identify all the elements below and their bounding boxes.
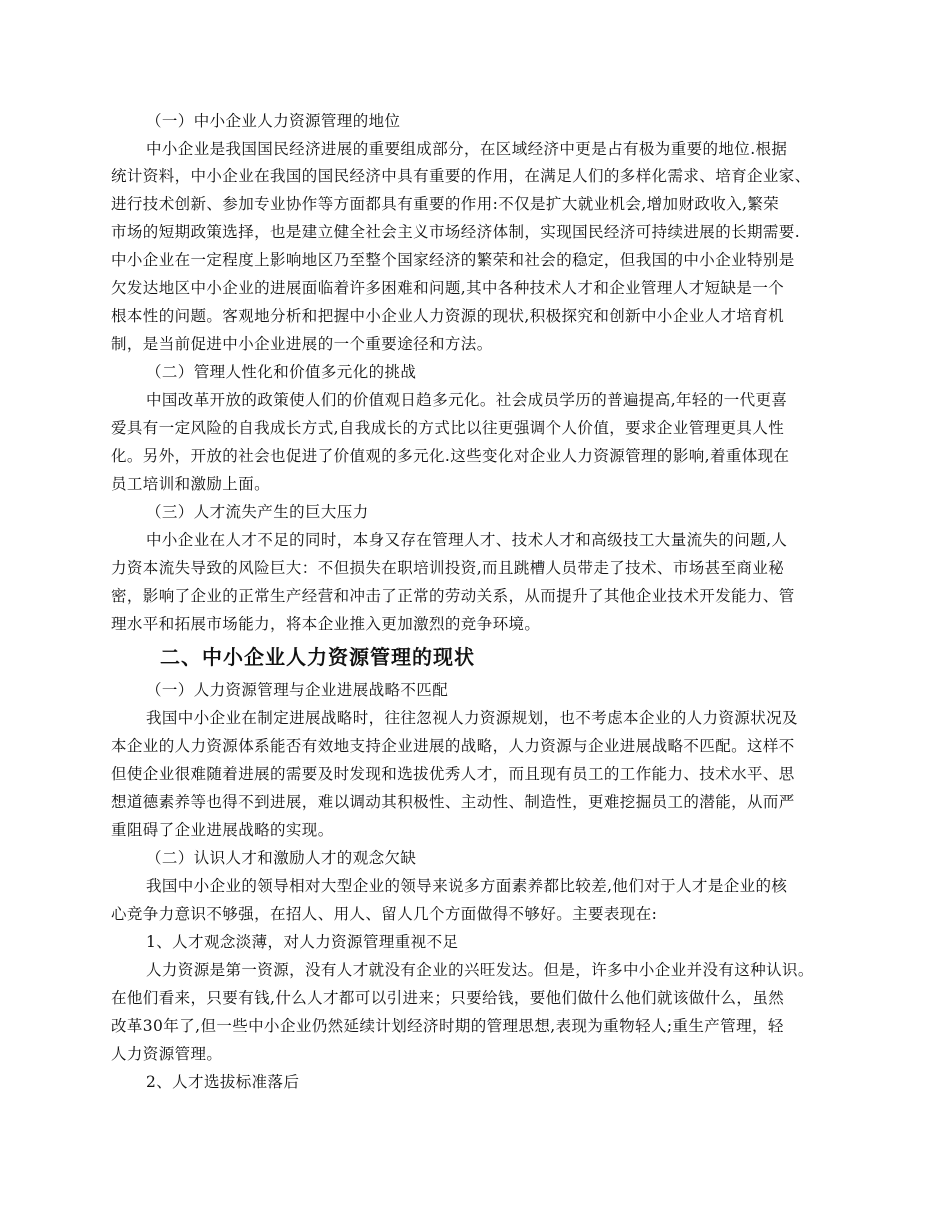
- paragraph-line: 爱具有一定风险的自我成长方式,自我成长的方式比以往更强调个人价值，要求企业管理更具人性: [111, 419, 785, 437]
- paragraph-line: 市场的短期政策选择，也是建立健全社会主义市场经济体制，实现国民经济可持续进展的长期需要.: [111, 223, 801, 241]
- paragraph-line: 根本性的问题。客观地分析和把握中小企业人力资源的现状,积极探究和创新中小企业人才培育机: [111, 307, 785, 325]
- paragraph-line: 中小企业在一定程度上影响地区乃至整个国家经济的繁荣和社会的稳定，但我国的中小企业特别是: [111, 251, 795, 269]
- section-heading-2: 二、中小企业人力资源管理的现状: [160, 645, 475, 669]
- paragraph-line: 统计资料，中小企业在我国的国民经济中具有重要的作用，在满足人们的多样化需求、培育企业家、: [111, 167, 811, 185]
- subsection-heading-1-2: （二）管理人性化和价值多元化的挑战: [146, 363, 417, 381]
- paragraph-line: 中小企业是我国国民经济进展的重要组成部分，在区域经济中更是占有极为重要的地位.根据: [146, 140, 788, 158]
- list-item-heading-1: 1、人才观念淡薄，对人力资源管理重视不足: [146, 933, 459, 951]
- paragraph-line: 我国中小企业的领导相对大型企业的领导来说多方面素养都比较差,他们对于人才是企业的核: [146, 877, 788, 895]
- paragraph-line: 重阻碍了企业进展战略的实现。: [111, 821, 334, 839]
- paragraph-line: 欠发达地区中小企业的进展面临着许多困难和问题,其中各种技术人才和企业管理人才短缺是一个: [111, 279, 785, 297]
- paragraph-line: 在他们看来，只要有钱,什么人才都可以引进来；只要给钱，要他们做什么他们就该做什么，虽然: [111, 989, 785, 1007]
- paragraph-line: 中小企业在人才不足的同时，本身又存在管理人才、技术人才和高级技工大量流失的问题,人: [146, 531, 788, 549]
- paragraph-line: 密，影响了企业的正常生产经营和冲击了正常的劳动关系，从而提升了其他企业技术开发能力、管: [111, 587, 795, 605]
- subsection-heading-2-2: （二）认识人才和激励人才的观念欠缺: [146, 849, 417, 867]
- paragraph-line: 但使企业很难随着进展的需要及时发现和选拔优秀人才，而且现有员工的工作能力、技术水平、思: [111, 765, 795, 783]
- paragraph-line: 人力资源是第一资源，没有人才就没有企业的兴旺发达。但是，许多中小企业并没有这种认识。: [146, 961, 814, 979]
- paragraph-line: 中国改革开放的政策使人们的价值观日趋多元化。社会成员学历的普遍提高,年轻的一代更喜: [146, 391, 788, 409]
- paragraph-line: 化。另外，开放的社会也促进了价值观的多元化.这些变化对企业人力资源管理的影响,着重体现在: [111, 447, 790, 465]
- paragraph-line: 人力资源管理。: [111, 1045, 223, 1063]
- paragraph-line: 进行技术创新、参加专业协作等方面都具有重要的作用:不仅是扩大就业机会,增加财政收入,繁荣: [111, 195, 780, 213]
- paragraph-line: 力资本流失导致的风险巨大：不但损失在职培训投资,而且跳槽人员带走了技术、市场甚至商业秘: [111, 559, 785, 577]
- paragraph-line: 本企业的人力资源体系能否有效地支持企业进展的战略，人力资源与企业进展战略不匹配。这样不: [111, 737, 795, 755]
- subsection-heading-2-1: （一）人力资源管理与企业进展战略不匹配: [146, 681, 449, 699]
- subsection-heading-1-1: （一）中小企业人力资源管理的地位: [146, 112, 401, 130]
- paragraph-line: 我国中小企业在制定进展战略时，往往忽视人力资源规划，也不考虑本企业的人力资源状况及: [146, 709, 798, 727]
- paragraph-line: 制，是当前促进中小企业进展的一个重要途径和方法。: [111, 335, 493, 353]
- paragraph-line: 心竞争力意识不够强，在招人、用人、留人几个方面做得不够好。主要表现在:: [111, 905, 658, 923]
- paragraph-line: 理水平和拓展市场能力，将本企业推入更加激烈的竞争环境。: [111, 615, 541, 633]
- paragraph-line: 改革30年了,但一些中小企业仍然延续计划经济时期的管理思想,表现为重物轻人;重生产管理，轻: [111, 1017, 784, 1035]
- paragraph-line: 员工培训和激励上面。: [111, 475, 271, 493]
- paragraph-line: 想道德素养等也得不到进展，难以调动其积极性、主动性、制造性，更难挖掘员工的潜能，从而严: [111, 793, 795, 811]
- subsection-heading-1-3: （三）人才流失产生的巨大压力: [146, 503, 369, 521]
- list-item-heading-2: 2、人才选拔标准落后: [146, 1073, 300, 1091]
